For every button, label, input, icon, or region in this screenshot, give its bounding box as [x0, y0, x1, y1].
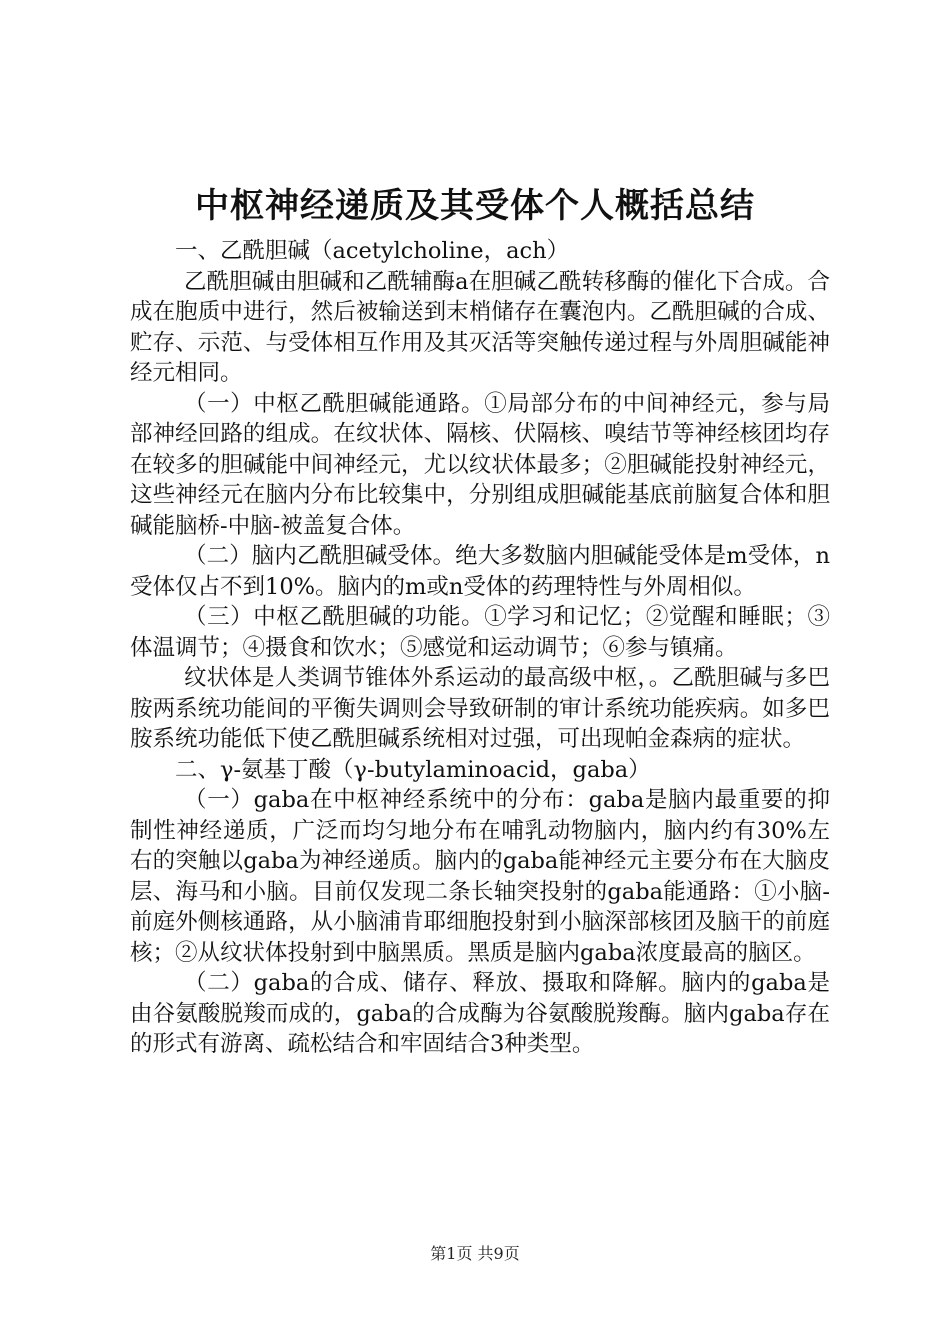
section-heading-gaba: 二、γ-氨基丁酸（γ-butylaminoacid，gaba）	[175, 756, 651, 783]
paragraph-striatum: 纹状体是人类调节锥体外系运动的最高级中枢，。乙酰胆碱与多巴胺两系统功能间的平衡失调则会导致研制的审计系统功能疾病。如多巴胺系统功能低下使乙酰胆碱系统相对过强，可出现帕金森病的症状。	[130, 665, 830, 752]
paragraph-gaba-distribution: （一）gaba在中枢神经系统中的分布：gaba是脑内最重要的抑制性神经递质，广泛而均匀地分布在哺乳动物脑内，脑内约有30%左右的突触以gaba为神经递质。脑内的gaba能神经元主要分布在大脑皮层、海马和小脑。目前仅发现二条长轴突投射的gaba能通路：①小脑-前庭外侧核通路，从小脑浦肯耶细胞投射到小脑深部核团及脑干的前庭核；②从纹状体投射到中脑黑质。黑质是脑内gaba浓度最高的脑区。	[130, 787, 830, 966]
paragraph-gaba-synthesis: （二）gaba的合成、储存、释放、摄取和降解。脑内的gaba是由谷氨酸脱羧而成的，gaba的合成酶为谷氨酸脱羧酶。脑内gaba存在的形式有游离、疏松结合和牢固结合3种类型。	[130, 970, 830, 1057]
page-footer: 第1页 共9页	[430, 1244, 520, 1263]
paragraph-ach-pathways: （一）中枢乙酰胆碱能通路。①局部分布的中间神经元，参与局部神经回路的组成。在纹状体、隔核、伏隔核、嗅结节等神经核团均存在较多的胆碱能中间神经元，尤以纹状体最多；②胆碱能投射神经元，这些神经元在脑内分布比较集中，分别组成胆碱能基底前脑复合体和胆碱能脑桥-中脑-被盖复合体。	[130, 390, 830, 539]
section-heading-acetylcholine: 一、乙酰胆碱（acetylcholine，ach）	[175, 238, 570, 264]
paragraph-ach-functions: （三）中枢乙酰胆碱的功能。①学习和记忆；②觉醒和睡眠；③体温调节；④摄食和饮水；⑤感觉和运动调节；⑥参与镇痛。	[130, 604, 830, 661]
document-title: 中枢神经递质及其受体个人概括总结	[195, 186, 755, 226]
document-body	[130, 236, 830, 1060]
paragraph-ach-receptors: （二）脑内乙酰胆碱受体。绝大多数脑内胆碱能受体是m受体，n受体仅占不到10%。脑内的m或n受体的药理特性与外周相似。	[130, 543, 830, 600]
paragraph-ach-synthesis: 乙酰胆碱由胆碱和乙酰辅酶a在胆碱乙酰转移酶的催化下合成。合成在胞质中进行，然后被输送到末梢储存在囊泡内。乙酰胆碱的合成、贮存、示范、与受体相互作用及其灭活等突触传递过程与外周胆碱能神经元相同。	[130, 268, 830, 386]
